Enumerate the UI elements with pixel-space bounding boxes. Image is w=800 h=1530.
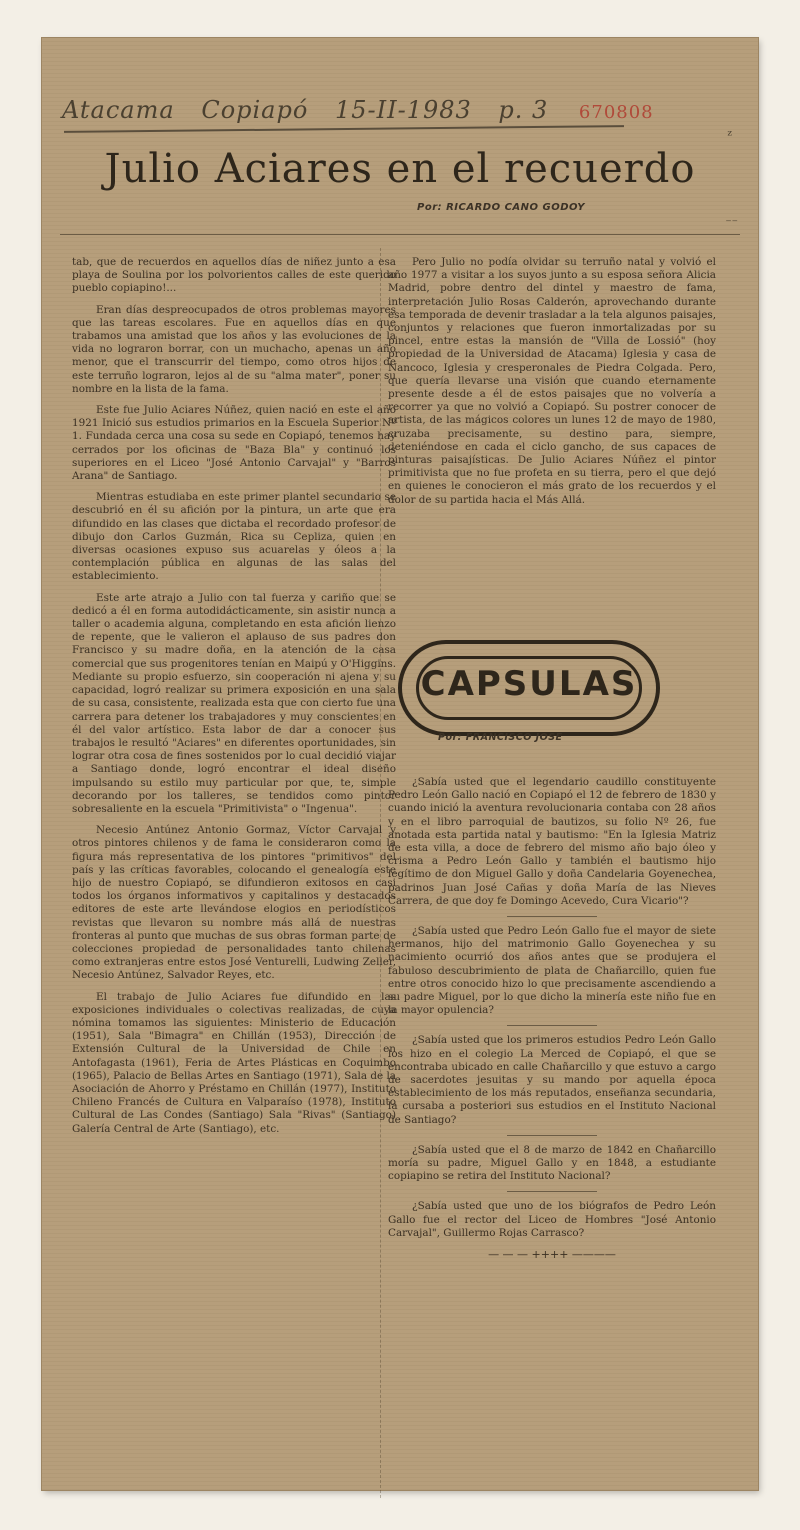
paragraph: Mientras estudiaba en este primer plantel secundario se descubrió en él su afición por la pintura, un arte que era difundido en las clases que dictaba el recordado profesor de dibujo don Carlos Guzmán, Rica su Cepliza, quien en diversas ocasiones expuso sus acuarelas y óleos a la contemplación pública en algunas de las salas del establecimiento. — [72, 491, 396, 583]
left-column — [72, 256, 396, 1144]
divider — [60, 234, 740, 235]
capsulas-label: CAPSULAS — [420, 664, 638, 704]
paragraph: Este fue Julio Aciares Núñez, quien nació en este el año 1921 Inició sus estudios primarios en la Escuela Superior Nº 1. Fundada cerca una cosa su sede en Copiapó, tenemos hay cerrados por los oficinas de "Baza Bla" y continuó los superiores en el Liceo "José Antonio Carvajal" y "Barros Arana" de Santiago. — [72, 404, 396, 483]
paragraph: Este arte atrajo a Julio con tal fuerza y cariño que se dedicó a él en forma autodidácticamente, sin asistir nunca a taller o academia alguna, completando en esta afición lienzo de repente, que le valieron el aplauso de sus padres don Francisco y su madre doña, en la atención de la casa comercial que sus progenitores tenían en Maipú y O'Higgins. Mediante su propio esfuerzo, sin cooperación ni ajena y su capacidad, logró realizar su primera exposición en una sala de su casa, consistente, realizada esta que con cierto fue una carrera para detener los trabajadores y muy conscientes en él del valor artístico. Esta labor de dar a conocer sus trabajos le resultó "Aciares" en diferentes oportunidades, sin lograr otra cosa de fines sostenidos por lo cual decidió viajar a Santiago donde, logró encontrar el ideal diseño impulsando su estilo muy particular por que, te, simple decorando por los talleres, se tendidos como pintor sobresaliente en la escuela "Primitivista" o "Ingenua". — [72, 591, 396, 815]
paragraph: Eran días despreocupados de otros problemas mayores que las tareas escolares. Fue en aquellos días en que trabamos una amistad que los años y las evoluciones de la vida no lograron borrar, con un muchacho, apenas un año menor, que el transcurrir del tiempo, como otros hijos de este terruño lograron, lejos al de su "alma mater", poner su nombre en la lista de la fama. — [72, 303, 396, 395]
paragraph: Pero Julio no podía olvidar su terruño natal y volvió el año 1977 a visitar a los suyos junto a su esposa señora Alicia Madrid, pobre dentro del dintel y maestro de fama, interpretación Julio Rosas Calderón, aprovechando durante esa temporada de devenir trasladar a la tela algunos paisajes, conjuntos y relaciones que fueron inmortalizadas por su pincel, entre estas la mansión de "Villa de Lossió" (hoy propiedad de la Universidad de Atacama) Iglesia y casa de Nancoco, Iglesia y cresperonales de Piedra Colgada. Pero, que quería llevarse una visión que cuando eternamente presente desde a él de estos paisajes que no volvería a recorrer ya que no volvió a Copiapó. Su postrer conocer de artista, de las mágicos colores un lunes 12 de mayo de 1980, cruzaba precisamente, su destino para, siempre, deteniéndose en cada el ciclo gancho, de sus capaces de pinturas paisajísticas. De Julio Aciares Núñez el pintor primitivista que no fue profeta en su tierra, pero el que dejó en quienes le conocieron el más grato de los recuerdos y el dolor de su partida hacia el Más Allá. — [388, 256, 716, 506]
paragraph: tab, que de recuerdos en aquellos días de niñez junto a esa playa de Soulina por los polvorientos calles de este querido pueblo copiapino!... — [72, 256, 396, 295]
archive-stamp: 670808 — [578, 102, 654, 123]
article-title: Julio Aciares en el recuerdo — [104, 146, 696, 192]
capsula-item: ¿Sabía usted que el legendario caudillo constituyente Pedro León Gallo nació en Copiapó el 12 de febrero de 1830 y cuando inició la aventura revolucionaria contaba con 28 años y en el libro parroquial de bautizos, su folio Nº 26, fue anotada esta partida natal y bautismo: "En la Iglesia Matriz de esta villa, a doce de febrero del mismo año bajo óleo y crisma a Pedro León Gallo y también el bautismo hijo legítimo de don Miguel Gallo y doña Candelaria Goyenechea, padrinos Juan José Cañas y doña María de las Nieves Carrera, de que doy fe Domingo Acevedo, Cura Vicario"? — [388, 776, 716, 907]
capsula-item: ¿Sabía usted que Pedro León Gallo fue el mayor de siete hermanos, hijo del matrimonio Gallo Goyenechea y su nacimiento ocurrió dos años antes que se produjera el fabuloso descubrimiento de plata de Chañarcillo, quien fue entre otros conocido hizo lo que precisamente ascendiendo a su padre Miguel, por lo que dicho la minería este niño fue en la mayor opulencia? — [388, 925, 716, 1017]
paragraph: Necesio Antúnez Antonio Gormaz, Víctor Carvajal y otros pintores chilenos y de fama le consideraron como la figura más representativa de los pintores "primitivos" del país y las críticas favorables, colocando el genealogía este hijo de nuestro Copiapó, se difundieron exitosos en casi todos los órganos informativos y capitalinos y destacados editores de este arte llevándose elogios en periodísticos revistas que llevaron su nombre más allá de nuestras fronteras al punto que muchas de sus obras forman parte de colecciones propiedad de personalidades tanto chilenas como extranjeras entre estos José Venturelli, Ludwing Zeller, Necesio Antúnez, Salvador Reyes, etc. — [72, 824, 396, 982]
capsulas-byline: Por: FRANCISCO JOSE — [438, 732, 563, 743]
handwritten-city: Copiapó — [201, 96, 309, 124]
newspaper-clipping — [42, 38, 758, 1490]
corner-mark-icon: ᶻ — [727, 128, 732, 144]
capsula-item: ¿Sabía usted que los primeros estudios Pedro León Gallo los hizo en el colegio La Merced de Copiapó, el que se encontraba ubicado en calle Chañarcillo y que estuvo a cargo de sacerdotes jesuitas y su mando por aquella época establecimiento de los más reputados, enseñanza secundaria, la cursaba a posteriori sus estudios en el Instituto Nacional de Santiago? — [388, 1034, 716, 1126]
corner-mark-icon: ⁻⁻ — [725, 216, 738, 230]
handwritten-page: p. 3 — [498, 96, 549, 124]
handwritten-source: Atacama — [62, 96, 175, 124]
right-column — [388, 256, 716, 515]
separator — [507, 1135, 597, 1136]
separator — [507, 1191, 597, 1192]
separator — [507, 916, 597, 917]
capsulas-logo — [398, 640, 660, 736]
capsula-item: ¿Sabía usted que el 8 de marzo de 1842 en Chañarcillo moría su padre, Miguel Gallo y en 1848, a estudiante copiapino se retira del Instituto Nacional? — [388, 1143, 716, 1183]
separator — [507, 1025, 597, 1026]
handwritten-date: 15-II-1983 — [334, 96, 472, 124]
article-byline: Por: RICARDO CANO GODOY — [417, 202, 586, 213]
capsulas-column — [388, 776, 716, 1261]
end-mark: — — — ++++ ———— — [488, 1248, 616, 1262]
paragraph: El trabajo de Julio Aciares fue difundido en las exposiciones individuales o colectivas realizadas, de cuya nómina tomamos las siguientes: Ministerio de Educación (1951), Sala "Bimagra" en Chillán (1953), Dirección de Extensión Cultural de la Universidad de Chile en Antofagasta (1961), Feria de Artes Plásticas en Coquimbo (1965), Palacio de Bellas Artes en Santiago (1971), Sala de la Asociación de Ahorro y Préstamo en Chillán (1977), Instituto Chileno Francés de Cultura en Valparaíso (1978), Instituto Cultural de Las Condes (Santiago) Sala "Rivas" (Santiago) Galería Central de Arte (Santiago), etc. — [72, 990, 396, 1135]
capsula-item: ¿Sabía usted que uno de los biógrafos de Pedro León Gallo fue el rector del Liceo de Hombres "José Antonio Carvajal", Guillermo Rojas Carrasco? — [388, 1200, 716, 1239]
